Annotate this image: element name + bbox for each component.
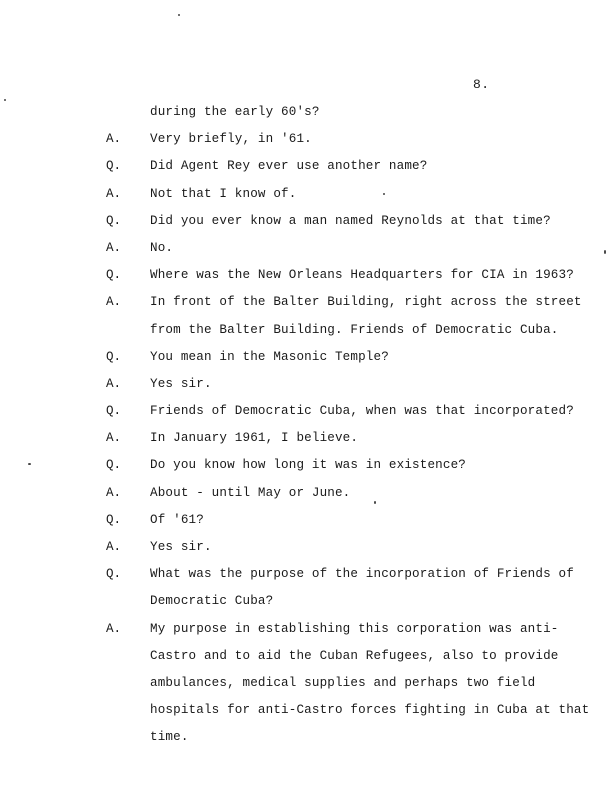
transcript-line — [0, 184, 612, 211]
speaker-label: A. — [106, 240, 122, 255]
line-text: Very briefly, in '61. — [150, 132, 312, 147]
transcript — [0, 102, 612, 755]
speaker-label: A. — [106, 376, 122, 391]
transcript-line — [0, 591, 612, 618]
line-text: In January 1961, I believe. — [150, 431, 359, 446]
line-text: Castro and to aid the Cuban Refugees, also to provide — [150, 648, 559, 663]
line-text: hospitals for anti-Castro forces fighting in Cuba at that — [150, 703, 590, 718]
transcript-line — [0, 619, 612, 646]
speaker-label: A. — [106, 132, 122, 147]
speaker-label: Q. — [106, 567, 122, 582]
transcript-line — [0, 428, 612, 455]
line-text: No. — [150, 240, 174, 255]
speaker-label: Q. — [106, 349, 122, 364]
scan-speck — [4, 99, 6, 101]
transcript-line — [0, 646, 612, 673]
line-text: Friends of Democratic Cuba, when was that incorporated? — [150, 404, 574, 419]
speaker-label: A. — [106, 295, 122, 310]
speaker-label: Q. — [106, 512, 122, 527]
transcript-line — [0, 455, 612, 482]
speaker-label: A. — [106, 485, 122, 500]
transcript-line — [0, 292, 612, 319]
line-text: My purpose in establishing this corporation was anti- — [150, 621, 559, 636]
line-text: time. — [150, 730, 189, 745]
scan-speck — [374, 501, 376, 504]
speaker-label: A. — [106, 431, 122, 446]
transcript-line — [0, 374, 612, 401]
transcript-line — [0, 238, 612, 265]
transcript-line — [0, 320, 612, 347]
transcript-line — [0, 727, 612, 754]
speaker-label: A. — [106, 186, 122, 201]
transcript-line — [0, 156, 612, 183]
line-text: Of '61? — [150, 512, 204, 527]
transcript-line — [0, 211, 612, 238]
transcript-line — [0, 537, 612, 564]
transcript-line — [0, 700, 612, 727]
scan-speck — [383, 193, 385, 195]
line-text: What was the purpose of the incorporation of Friends of — [150, 567, 574, 582]
scan-speck — [28, 463, 31, 465]
line-text: Where was the New Orleans Headquarters for CIA in 1963? — [150, 268, 574, 283]
transcript-line — [0, 510, 612, 537]
line-text: Do you know how long it was in existence? — [150, 458, 467, 473]
transcript-line — [0, 347, 612, 374]
line-text: Did Agent Rey ever use another name? — [150, 159, 428, 174]
line-text: from the Balter Building. Friends of Democratic Cuba. — [150, 322, 559, 337]
line-text: during the early 60's? — [150, 105, 320, 119]
line-text: Yes sir. — [150, 376, 212, 391]
transcript-line — [0, 483, 612, 510]
speaker-label: Q. — [106, 213, 122, 228]
line-text: ambulances, medical supplies and perhaps two field — [150, 675, 536, 690]
line-text: About - until May or June. — [150, 485, 351, 500]
speaker-label: Q. — [106, 268, 122, 283]
transcript-line — [0, 102, 612, 129]
speaker-label: A. — [106, 540, 122, 554]
page-number: 8. — [473, 77, 490, 92]
line-text: Democratic Cuba? — [150, 594, 274, 609]
speaker-label: A. — [106, 621, 122, 636]
line-text: You mean in the Masonic Temple? — [150, 349, 389, 364]
transcript-line — [0, 564, 612, 591]
line-text: Did you ever know a man named Reynolds at that time? — [150, 213, 551, 228]
line-text: Not that I know of. — [150, 186, 297, 201]
transcript-line — [0, 129, 612, 156]
speaker-label: Q. — [106, 159, 122, 174]
line-text: In front of the Balter Building, right across the street — [150, 295, 582, 310]
transcript-line — [0, 265, 612, 292]
speaker-label: Q. — [106, 404, 122, 419]
transcript-line — [0, 673, 612, 700]
transcript-line — [0, 401, 612, 428]
line-text: Yes sir. — [150, 540, 212, 554]
scan-speck — [178, 14, 180, 16]
speaker-label: Q. — [106, 458, 122, 473]
scan-speck — [604, 250, 606, 254]
